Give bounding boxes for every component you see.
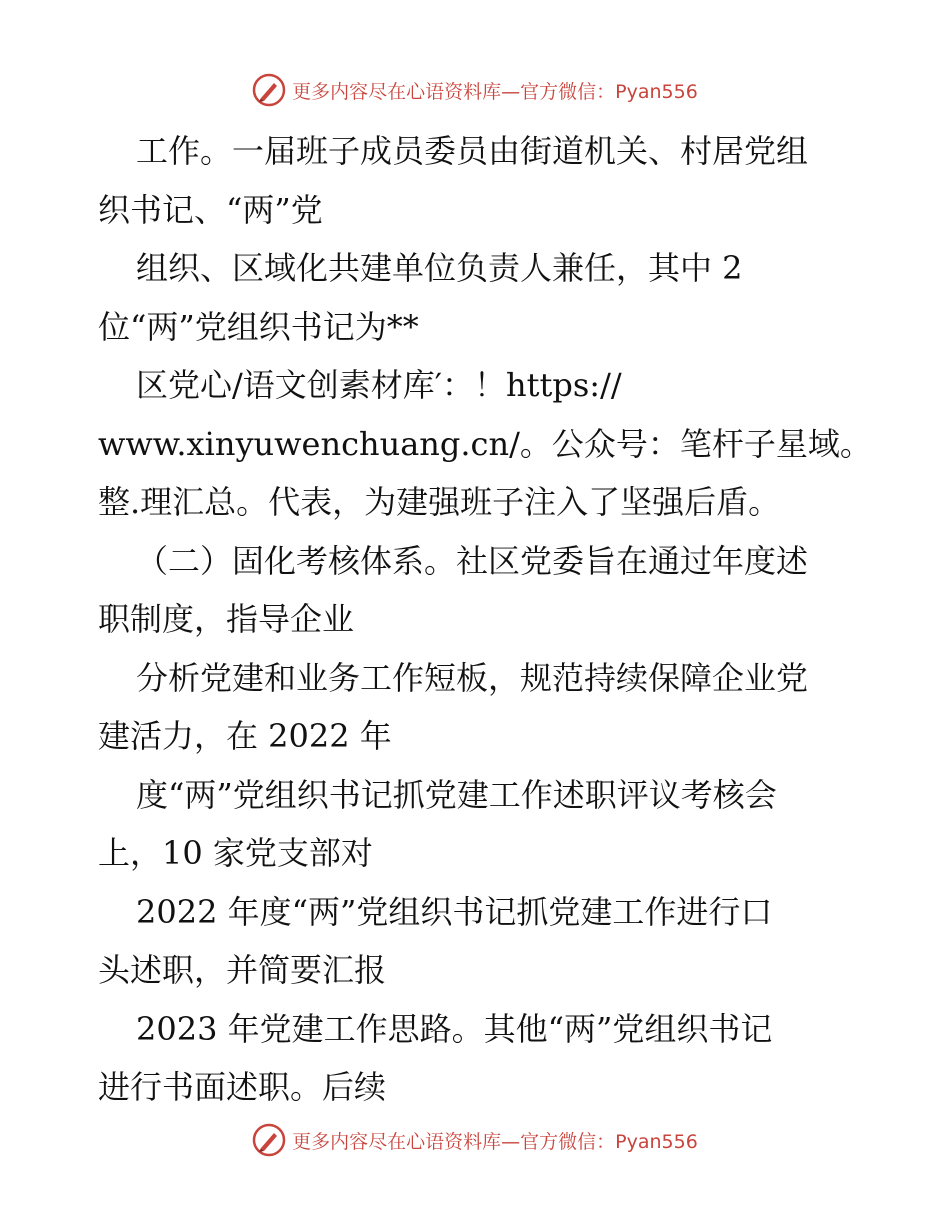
header-banner <box>0 70 950 110</box>
text-line: 上，10 家党支部对 <box>98 834 373 872</box>
text-line: 度“两”党组织书记抓党建工作述职评议考核会 <box>136 775 777 814</box>
text-line: 区党心/语文创素材库′：！https:// <box>136 366 622 404</box>
text-line: 2022 年度“两”党组织书记抓党建工作进行口 <box>136 892 773 931</box>
text-line: 建活力，在 2022 年 <box>98 717 392 755</box>
text-line: 织书记、“两”党 <box>98 190 323 229</box>
text-line: 分析党建和业务工作短板，规范持续保障企业党 <box>136 658 809 697</box>
text-line: www.xinyuwenchuang.cn/。公众号：笔杆子星域。 <box>98 424 872 463</box>
document-body <box>98 122 872 1117</box>
pen-logo-icon <box>252 73 286 107</box>
text-line: 2023 年党建工作思路。其他“两”党组织书记 <box>136 1009 773 1048</box>
pen-logo-icon <box>252 1123 286 1157</box>
text-line: 进行书面述职。后续 <box>98 1068 387 1106</box>
text-line: 整.理汇总。代表，为建强班子注入了坚强后盾。 <box>98 483 781 521</box>
text-line: 头述职，并简要汇报 <box>98 951 387 989</box>
text-line: 职制度，指导企业 <box>98 600 355 638</box>
banner-text: 更多内容尽在心语资料库—官方微信：Pyan556 <box>292 1130 698 1153</box>
text-line: 位“两”党组织书记为** <box>98 307 419 346</box>
text-line: 组织、区域化共建单位负责人兼任，其中 2 <box>136 249 743 287</box>
banner-text: 更多内容尽在心语资料库—官方微信：Pyan556 <box>292 80 698 103</box>
footer-banner <box>0 1120 950 1160</box>
text-line: （二）固化考核体系。社区党委旨在通过年度述 <box>136 541 809 580</box>
text-line: 工作。一届班子成员委员由街道机关、村居党组 <box>136 132 809 170</box>
